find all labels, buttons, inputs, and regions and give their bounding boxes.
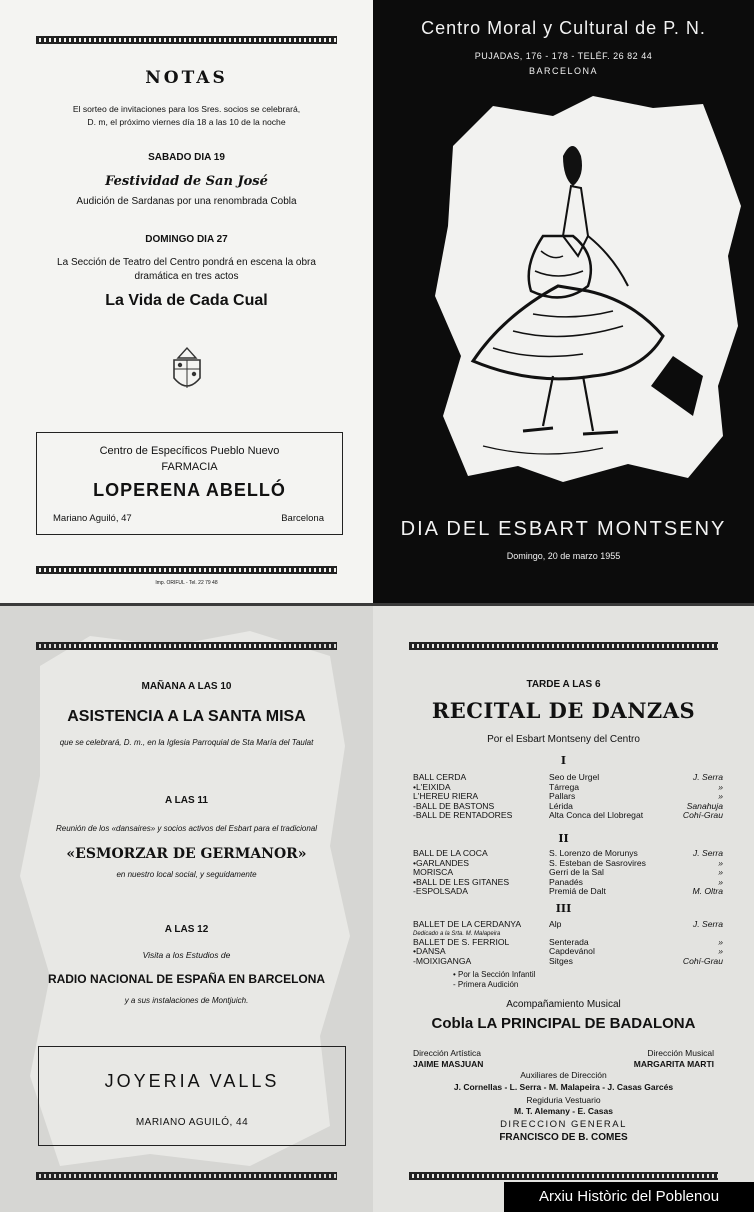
notas-intro-1: El sorteo de invitaciones para los Sres. socios se celebrará, xyxy=(72,104,301,114)
part-3-list xyxy=(413,919,723,965)
decorative-border-top xyxy=(36,36,337,44)
dance-place: Alp xyxy=(549,919,562,929)
dance-author: » xyxy=(718,876,723,887)
dance-name: -BALL DE RENTADORES xyxy=(413,810,513,821)
dance-place: Lérida xyxy=(549,800,573,811)
program-row xyxy=(413,937,723,947)
wardrobe-label: Regiduria Vestuario xyxy=(526,1095,601,1105)
artistic-label: Dirección Artística xyxy=(413,1048,482,1058)
dance-author: J. Serra xyxy=(692,848,723,858)
dance-place: S. Esteban de Sasrovires xyxy=(549,857,646,868)
program-row xyxy=(413,772,723,782)
pharmacy-ad xyxy=(36,432,343,535)
jewelry-ad xyxy=(38,1046,346,1146)
pharmacy-address: Mariano Aguiló, 47 xyxy=(53,513,132,524)
dance-place: Sitges xyxy=(549,955,573,966)
cover-address: PUJADAS, 176 - 178 - TELÉF. 26 82 44 xyxy=(474,51,653,61)
dance-place: Tárrega xyxy=(549,781,580,792)
coat-of-arms-icon xyxy=(170,344,204,396)
jewelry-name: JOYERIA VALLS xyxy=(104,1071,280,1091)
pharmacy-line1: Centro de Específicos Pueblo Nuevo xyxy=(99,445,280,457)
morning-h1: MAÑANA A LAS 10 xyxy=(141,681,232,692)
artistic-name: JAIME MASJUAN xyxy=(413,1059,484,1069)
assistants-names: J. Cornellas - L. Serra - M. Malapeira - J. Casas Garcés xyxy=(453,1082,674,1092)
dance-name: •BALL DE LES GITANES xyxy=(413,876,510,887)
music-heading: Acompañamiento Musical xyxy=(506,999,621,1010)
notas-page xyxy=(0,0,373,603)
pharmacy-city: Barcelona xyxy=(281,513,324,524)
musical-label: Dirección Musical xyxy=(647,1048,714,1058)
dance-author: M. Oltra xyxy=(692,886,723,897)
recital-title: RECITAL DE DANZAS xyxy=(431,698,696,723)
general-name: FRANCISCO DE B. COMES xyxy=(499,1132,628,1143)
part-2-numeral: II xyxy=(558,832,569,845)
cover-title: DIA DEL ESBART MONTSENY xyxy=(400,518,727,540)
radio-title: RADIO NACIONAL DE ESPAÑA EN BARCELONA xyxy=(47,972,326,986)
dance-author: » xyxy=(718,936,723,947)
cobla-name: Cobla LA PRINCIPAL DE BADALONA xyxy=(431,1015,696,1032)
program-row xyxy=(413,886,723,896)
dance-name: BALL DE LA COCA xyxy=(413,848,488,858)
mass-title: ASISTENCIA A LA SANTA MISA xyxy=(67,708,306,725)
dance-name: •GARLANDES xyxy=(413,857,470,868)
day2-heading: DOMINGO DIA 27 xyxy=(145,234,228,245)
recital-time: TARDE A LAS 6 xyxy=(526,679,601,690)
program-row xyxy=(413,782,723,792)
decorative-border-bottom xyxy=(36,566,337,574)
general-label: DIRECCION GENERAL xyxy=(500,1119,627,1130)
part-1-numeral: I xyxy=(560,754,567,767)
program-row xyxy=(413,946,723,956)
archive-credit: Arxiu Històric del Poblenou xyxy=(504,1182,754,1212)
breakfast-title: «ESMORZAR DE GERMANOR» xyxy=(66,846,307,862)
dance-place: S. Lorenzo de Morunys xyxy=(549,848,638,858)
dance-author: Sanahuja xyxy=(686,800,723,811)
dance-author: Cohí-Grau xyxy=(682,810,723,821)
cover-date: Domingo, 20 de marzo 1955 xyxy=(506,551,621,561)
program-row xyxy=(413,929,723,937)
recital-page xyxy=(373,606,754,1212)
program-row xyxy=(413,956,723,966)
legend-primera: - Primera Audición xyxy=(453,980,519,989)
dance-place: Alta Conca del Llobregat xyxy=(549,810,644,821)
part-3-numeral: III xyxy=(555,902,572,915)
mass-detail: que se celebrará, D. m., en la Iglesia Parroquial de Sta María del Taulat xyxy=(59,738,314,747)
dance-place: Senterada xyxy=(549,936,589,947)
play-title: La Vida de Cada Cual xyxy=(105,292,268,309)
dance-dedication: Dedicado a la Srta. M. Malapeira xyxy=(413,930,501,937)
radio-detail: y a sus instalaciones de Montjuich. xyxy=(124,996,249,1005)
breakfast-detail: en nuestro local social, y seguidamente xyxy=(116,870,257,879)
dance-name: BALLET DE S. FERRIOL xyxy=(413,936,510,947)
program-row xyxy=(413,919,723,929)
dance-author: » xyxy=(718,781,723,792)
dance-name: BALL CERDA xyxy=(413,772,467,782)
decorative-border-bottom xyxy=(36,1172,337,1180)
dance-author: J. Serra xyxy=(692,772,723,782)
dance-author: » xyxy=(718,946,723,957)
notas-title: NOTAS xyxy=(145,68,228,88)
jewelry-address: MARIANO AGUILÓ, 44 xyxy=(135,1117,249,1128)
dance-name: BALLET DE LA CERDANYA xyxy=(413,919,522,929)
day1-heading: SABADO DIA 19 xyxy=(148,152,225,163)
program-row xyxy=(413,810,723,820)
day1-text: Audición de Sardanas por una renombrada Cobla xyxy=(76,196,297,207)
dance-author: Cohí-Grau xyxy=(682,955,723,966)
dance-place: Pallars xyxy=(549,791,576,802)
program-row xyxy=(413,867,723,877)
visit-text: Visita a los Estudios de xyxy=(142,950,231,960)
dance-name: -MOIXIGANGA xyxy=(413,955,472,966)
program-row xyxy=(413,848,723,858)
morning-h3: A LAS 12 xyxy=(164,924,209,935)
notas-intro-2: D. m, el próximo viernes día 18 a las 10 de la noche xyxy=(87,117,286,127)
dance-place: Seo de Urgel xyxy=(549,772,600,782)
dance-name: •DANSA xyxy=(413,946,446,957)
pharmacy-line2: FARMACIA xyxy=(161,461,218,473)
part-1-list xyxy=(413,772,723,820)
decorative-border-top xyxy=(409,642,718,650)
dance-author: J. Serra xyxy=(692,919,723,929)
dance-author: » xyxy=(718,857,723,868)
decorative-border-bottom xyxy=(409,1172,718,1180)
morning-h2: A LAS 11 xyxy=(165,795,208,806)
program-row xyxy=(413,877,723,887)
assistants-label: Auxiliares de Dirección xyxy=(520,1070,607,1080)
dance-place: Capdevánol xyxy=(549,946,595,957)
program-row xyxy=(413,858,723,868)
wardrobe-names: M. T. Alemany - E. Casas xyxy=(514,1106,613,1116)
printer-credit: Imp. ORIFUL - Tel. 22 79 48 xyxy=(155,580,218,586)
day1-feast: Festividad de San José xyxy=(105,174,268,189)
program-row xyxy=(413,791,723,801)
dancer-illustration-icon xyxy=(423,86,753,486)
pharmacy-name: LOPERENA ABELLÓ xyxy=(93,480,286,500)
morning-page xyxy=(0,606,373,1212)
day2-text-1: La Sección de Teatro del Centro pondrá en escena la obra xyxy=(57,257,316,268)
musical-name: MARGARITA MARTI xyxy=(633,1059,714,1069)
dance-name: L'HEREU RIERA xyxy=(413,791,479,802)
dance-name: -ESPOLSADA xyxy=(413,886,468,897)
program-row xyxy=(413,801,723,811)
cover-org: Centro Moral y Cultural de P. N. xyxy=(421,18,706,38)
dance-place: Gerri de la Sal xyxy=(549,867,604,878)
meeting-text: Reunión de los «dansaires» y socios activos del Esbart para el tradicional xyxy=(55,824,318,833)
cover-page xyxy=(373,0,754,603)
dance-name: MORISCA xyxy=(413,867,454,878)
legend-infantil: • Por la Sección Infantil xyxy=(453,970,536,979)
dance-place: Premiá de Dalt xyxy=(549,886,606,897)
recital-subtitle: Por el Esbart Montseny del Centro xyxy=(487,734,640,745)
dance-place: Panadés xyxy=(549,876,583,887)
cover-city: BARCELONA xyxy=(528,66,599,76)
dance-author: » xyxy=(718,791,723,802)
decorative-border-top xyxy=(36,642,337,650)
part-2-list xyxy=(413,848,723,896)
day2-text-2: dramática en tres actos xyxy=(134,271,239,282)
dance-name: •L'EIXIDA xyxy=(413,781,451,792)
dance-name: -BALL DE BASTONS xyxy=(413,800,495,811)
dance-author: » xyxy=(718,867,723,878)
